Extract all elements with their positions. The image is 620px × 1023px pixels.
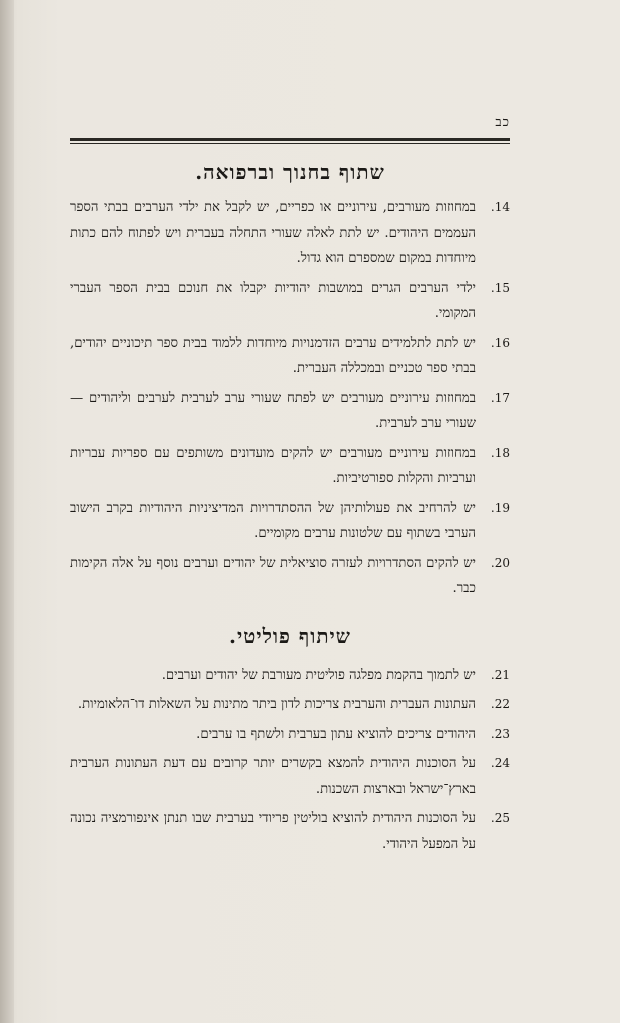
item-text: במחוזות מעורבים, עירוניים או כפריים, יש לקבל את ילדי הערבים בבתי הספר העממים היהודים. יש לתת לאלה שעורי התחלה בעברית ויש לפתוח להם כתות מיוחדות במקום שמספרם הוא גדול. [70,200,476,266]
section-title-education-medicine: שתוף בחנוך וברפואה. [195,160,385,184]
page-content [70,160,510,861]
item-number: 25. [490,811,510,825]
item-number: 24. [490,756,510,770]
page-header [70,112,510,146]
list-item [70,195,510,272]
item-number: 22. [490,697,510,711]
item-text: יש להקים הסתדרויות לעזרה סוציאלית של יהודים וערבים נוסף על אלה הקימות כבר. [70,555,476,596]
item-number: 20. [490,555,510,570]
item-text: יש לתמוך בהקמת מפלגה פוליטית מעורבת של יהודים וערבים. [161,667,476,683]
list-item [70,331,510,382]
list-item [70,551,510,602]
item-text: יש לתת לתלמידים ערבים הזדמנויות מיוחדות ללמוד בבית ספר תיכוניים יהודים, בבתי ספר טכניים ובמכללה העברית. [70,335,476,376]
list-item [70,386,510,437]
item-number: 23. [490,726,510,741]
header-rule-thick [70,138,510,141]
item-text: על הסוכנות היהודית להוציא בוליטין פריודי בערבית שבו תנתן אינפורמציה נכונה על המפעל היהודי. [70,811,476,852]
item-text: על הסוכנות היהודית להמצא בקשרים יותר קרובים עם דעת העתונות הערבית בארץ־ישראל ובארצות השכנות. [70,756,476,797]
item-number: 15. [490,280,510,295]
item-number: 16. [490,335,510,350]
list-item [70,663,510,689]
item-text: במחוזות עירוניים מעורבים יש להקים מועדונים משותפים עם ספריות עבריות וערביות והקלות ספורטיביות. [70,445,476,486]
item-number: 19. [490,500,510,515]
header-rule-thin [70,143,510,144]
list-item [70,806,510,857]
book-spine-shadow [0,0,14,1023]
item-text: במחוזות עירוניים מעורבים יש לפתח שעורי ערב לערבית לערבים וליהודים — שעורי ערב לערבית. [70,390,476,431]
item-text: היהודים צריכים להוציא עתון בערבית ולשתף בו ערבים. [196,726,476,742]
item-text: יש להרחיב את פעולותיהן של ההסתדרויות המדיציניות היהודיות בקרב הישוב הערבי בשתוף עם שלטונות ערבים מקומיים. [70,500,476,541]
list-item [70,276,510,327]
list-item [70,496,510,547]
section-title-political: שיתוף פוליטי. [229,623,351,648]
item-number: 21. [490,667,510,682]
list-item [70,751,510,802]
item-number: 14. [490,200,510,214]
list-item [70,441,510,492]
item-number: 17. [490,390,510,405]
item-text: ילדי הערבים הגרים במושבות יהודיות יקבלו את חנוכם בבית הספר העברי המקומי. [70,280,476,321]
list-item [70,722,510,748]
page-number: כב [495,115,510,130]
item-number: 18. [490,445,510,460]
list-item [70,692,510,718]
item-text: העתונות העברית והערבית צריכות לדון ביתר מתינות על השאלות דו־הלאומיות. [77,697,476,712]
